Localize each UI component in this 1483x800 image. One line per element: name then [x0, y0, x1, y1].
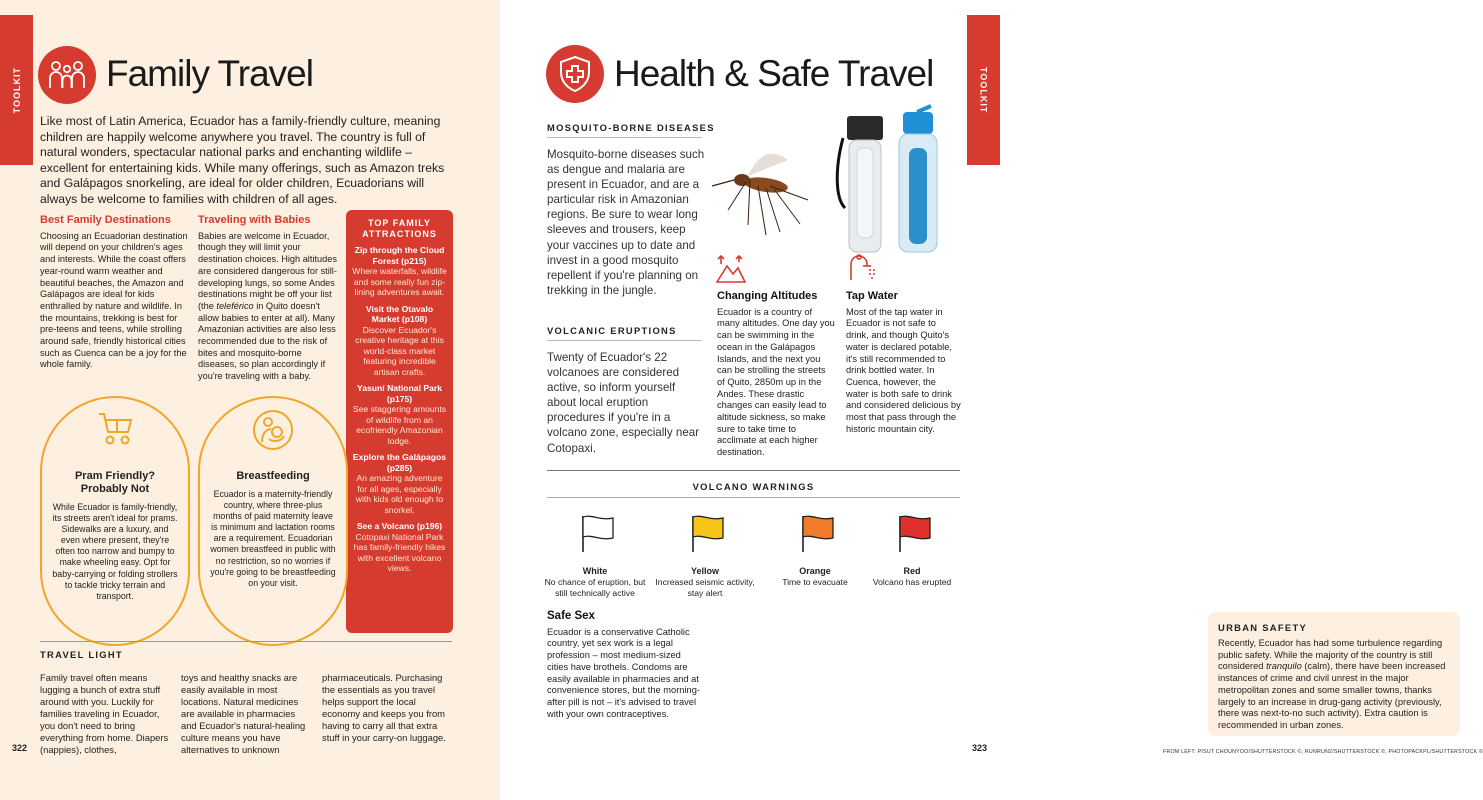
- pram-text: While Ecuador is family-friendly, its streets aren't ideal for prams. Sidewalks are a luxury, and even where present, they're often too narrow and bumpy to make wheeling easy. Opt for baby-carrying or folding strollers to tackle tricky terrain and transport.: [52, 502, 178, 601]
- changing-altitudes: [717, 291, 835, 459]
- pram-icon: [95, 408, 135, 453]
- tap-heading: Tap Water: [846, 290, 898, 302]
- photo-credit: FROM LEFT: PISUT CHOUNYOO/SHUTTERSTOCK ©, RUNRUN2/SHUTTERSTOCK ©, PHOTOPACKPL/SHUTTERSTOCK ©: [1163, 749, 1483, 755]
- attraction-name[interactable]: Zip through the Cloud Forest (p215): [354, 245, 445, 266]
- safe-sex: [547, 611, 702, 720]
- attraction-item: [351, 304, 448, 378]
- attraction-name[interactable]: Explore the Galápagos (p285): [352, 452, 447, 473]
- family-icon: [38, 46, 96, 104]
- safe-sex-heading: Safe Sex: [547, 610, 595, 622]
- warning-level-name: Orange: [799, 566, 831, 576]
- best-destinations-text: Choosing an Ecuadorian destination will depend on your children's ages and interests. While the coast offers year-round warm weather and beautiful beaches, the Amazon and Galápagos are ideal for kids enthralled by nature and wildlife. In the mountains, trekking is best for pre-teens and teens, while strolling around safe, friendly historical cities such as Cuenca can be a joy for the whole family.: [40, 230, 188, 370]
- urban-safety-box: [1208, 612, 1460, 736]
- warning-label-yellow: [650, 566, 760, 599]
- traveling-with-babies: [198, 215, 338, 383]
- flag-icon: [800, 514, 836, 554]
- attraction-item: [351, 452, 448, 515]
- page-number-right: 323: [972, 743, 988, 753]
- attractions-heading: TOP FAMILY ATTRACTIONS: [362, 218, 437, 239]
- warning-level-name: Yellow: [690, 566, 719, 576]
- attraction-desc: An amazing adventure for all ages, especially with kids old enough to snorkel.: [355, 473, 444, 515]
- flag-icon: [690, 514, 726, 554]
- tap-icon: [847, 252, 881, 287]
- mosquito-image: [708, 140, 828, 245]
- breastfeeding-oval: [198, 396, 348, 646]
- water-bottles-image: [835, 108, 960, 263]
- breastfeeding-title: Breastfeeding: [236, 470, 310, 482]
- volcano-warnings-heading: VOLCANO WARNINGS: [692, 481, 815, 492]
- travel-light-col-3: pharmaceuticals. Purchasing the essentials as you travel helps support the local economy and keeps you from having to carry all that extra stuff in your carry-on luggage.: [322, 672, 446, 743]
- mosquito-rule: [547, 137, 702, 138]
- tap-water: [846, 291, 961, 435]
- altitudes-heading: Changing Altitudes: [717, 290, 818, 302]
- altitudes-text: Ecuador is a country of many altitudes. One day you can be swimming in the ocean in the Galápagos Islands, and the next you can be strolling the streets of Quito, 2850m up in the Andes. These drastic changes can easily lead to altitude sickness, so make sure to take time to acclimate at each higher destination.: [717, 306, 835, 458]
- attraction-name[interactable]: See a Volcano (p196): [356, 521, 443, 531]
- attraction-name[interactable]: Yasuní National Park (p175): [356, 383, 442, 404]
- page-title-family-travel: Family Travel: [106, 53, 313, 94]
- travel-light-col-1: Family travel often means lugging a bunch of extra stuff around with you. Luckily for families traveling in Ecuador, you don't need to bring everything from home. Diapers (nappies), clothes,: [40, 672, 169, 755]
- flag-icon: [580, 514, 616, 554]
- best-destinations: [40, 215, 190, 371]
- mosquito-text: Mosquito-borne diseases such as dengue and malaria are present in Ecuador, and are a particular risk in Amazonian regions. Be sure to wear long sleeves and trousers, keep your vaccines up to date and invest in a good mosquito repellent if you're planning on trekking in the jungle.: [547, 148, 705, 297]
- breastfeeding-icon: [251, 408, 295, 457]
- left-page: [0, 0, 500, 800]
- warning-level-name: Red: [903, 566, 921, 576]
- health-shield-icon: [546, 45, 604, 103]
- warning-label-white: [540, 566, 650, 599]
- pram-title: Pram Friendly? Probably Not: [74, 470, 156, 495]
- attraction-desc: Discover Ecuador's creative heritage at this world-class market featuring incredible artisan crafts.: [355, 324, 444, 377]
- mountain-icon: [715, 254, 747, 289]
- mosquito-heading: MOSQUITO-BORNE DISEASES: [547, 122, 715, 133]
- travel-light-heading: TRAVEL LIGHT: [40, 649, 123, 660]
- toolkit-tab-right[interactable]: TOOLKIT: [967, 15, 1000, 165]
- page-number-left: 322: [12, 743, 28, 753]
- warning-label-orange: [760, 566, 870, 588]
- warning-level-desc: Time to evacuate: [782, 577, 848, 587]
- volcanic-rule: [547, 340, 702, 341]
- urban-text: Recently, Ecuador has had some turbulence regarding public safety. While the majority of the country is still considered tranquilo (calm), there have been increased instances of crime and civil unrest in the major metropolitan zones and some smaller towns, thanks largely to an increase in drug-gang activity (previously, there was next-to-no such activity). Extra caution is recommended in urban zones.: [1218, 638, 1446, 730]
- volcano-warnings-top-rule: [547, 470, 960, 471]
- warning-level-desc: No chance of eruption, but still technically active: [544, 577, 646, 598]
- warning-label-red: [857, 566, 967, 588]
- travel-light-col-2: toys and healthy snacks are easily available in most locations. Natural medicines are available in pharmacies and Ecuador's natural-healing culture means you have alternatives to unknown: [181, 672, 306, 755]
- best-destinations-heading: Best Family Destinations: [40, 214, 171, 226]
- babies-text: Babies are welcome in Ecuador, though they will limit your destination choices. High altitudes are considered dangerous for still-developing lungs, so some Andes destinations might be off your list (the teleférico in Quito doesn't allow babies to enter at all). Many Amazonian activities are also less recommended due to the risk of bites and mosquito-borne diseases, so plan accordingly if you're traveling with a baby.: [198, 230, 337, 382]
- warning-level-desc: Increased seismic activity, stay alert: [655, 577, 755, 598]
- attraction-item: [351, 383, 448, 446]
- top-family-attractions-box: [346, 210, 453, 633]
- toolkit-tab-left[interactable]: TOOLKIT: [0, 15, 33, 165]
- breastfeeding-text: Ecuador is a maternity-friendly country, where three-plus months of paid maternity leave is minimum and lactation rooms are a requirement. Ecuadorian women breastfeed in public with no restriction, so no worries if you're going to be breastfeeding on your visit.: [210, 489, 336, 588]
- volcanic-heading: VOLCANIC ERUPTIONS: [547, 325, 677, 336]
- volcanic-text: Twenty of Ecuador's 22 volcanoes are considered active, so inform yourself about local eruption procedures if you're in a volcano zone, especially near Cotopaxi.: [547, 351, 700, 455]
- babies-heading: Traveling with Babies: [198, 214, 311, 226]
- attraction-desc: See staggering amounts of wildlife from an ecofriendly Amazonian lodge.: [352, 404, 447, 446]
- safe-sex-text: Ecuador is a conservative Catholic country, yet sex work is a legal profession – most medium-sized cities have brothels. Condoms are easily available in pharmacies and at convenience stores, but the morning-after pill is not – it's advised to travel with your own contraceptives.: [547, 626, 700, 719]
- warning-flag-white: [580, 514, 616, 559]
- page-title-health: Health & Safe Travel: [614, 53, 934, 94]
- right-page: [500, 0, 1483, 800]
- pram-friendly-oval: [40, 396, 190, 646]
- volcano-warnings-bottom-rule: [547, 497, 960, 498]
- warning-flag-orange: [800, 514, 836, 559]
- travel-light-rule: [40, 641, 452, 642]
- flag-icon: [897, 514, 933, 554]
- warning-level-name: White: [582, 566, 608, 576]
- warning-level-desc: Volcano has erupted: [872, 577, 952, 587]
- warning-flag-red: [897, 514, 933, 559]
- warning-flag-yellow: [690, 514, 726, 559]
- attraction-desc: Where waterfalls, wildlife and some really fun zip-lining adventures await.: [352, 266, 447, 297]
- attraction-name[interactable]: Visit the Otavalo Market (p108): [365, 303, 434, 324]
- attraction-desc: Cotopaxi National Park has family-friendly hikes with excellent volcano views.: [353, 531, 446, 573]
- attraction-item: [351, 521, 448, 574]
- family-intro: Like most of Latin America, Ecuador has a family-friendly culture, meaning children are happily welcome anywhere you travel. The country is full of natural wonders, spectacular national parks and enchanting wildlife – excellent for entertaining kids. While many offerings, such as Amazon treks and Galápagos snorkeling, are ideal for older children, Ecuadorians will always be welcome to families with children of all ages.: [40, 114, 445, 206]
- attraction-item: [351, 245, 448, 298]
- urban-heading: URBAN SAFETY: [1218, 622, 1308, 633]
- tap-text: Most of the tap water in Ecuador is not safe to drink, and though Quito's water is declared potable, it's still recommended to drink bottled water. In Cuenca, however, the water is both safe to drink and considered delicious by most that pass through the historic mountain city.: [846, 306, 961, 434]
